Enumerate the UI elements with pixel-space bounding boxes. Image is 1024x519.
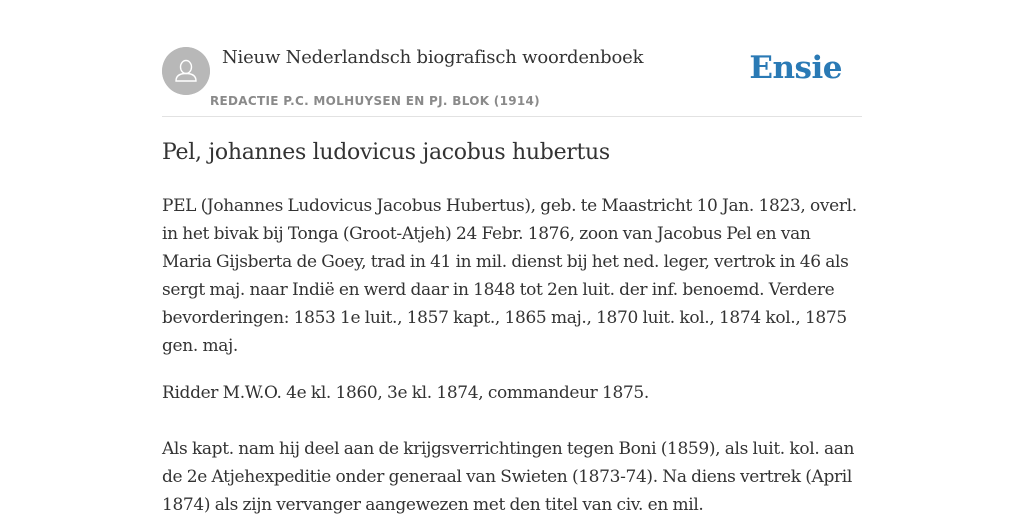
document-card bbox=[162, 40, 862, 515]
entry-paragraph: PEL (Johannes Ludovicus Jacobus Hubertus), geb. te Maastricht 10 Jan. 1823, overl. in het bivak bij Tonga (Groot-Atjeh) 24 Febr. 1876, zoon van Jacobus Pel en van Maria Gijsberta de Goey, trad in 41 in mil. dienst bij het ned. leger, vertrok in 46 als sergt maj. naar Indië en werd daar in 1848 tot 2en luit. der inf. benoemd. Verdere bevorderingen: 1853 1e luit., 1857 kapt., 1865 maj., 1870 luit. kol., 1874 kol., 1875 gen. maj. bbox=[162, 196, 857, 356]
entry-title: Pel, johannes ludovicus jacobus hubertus bbox=[162, 140, 610, 165]
avatar[interactable] bbox=[162, 47, 210, 95]
entry-paragraph: Ridder M.W.O. 4e kl. 1860, 3e kl. 1874, commandeur 1875. bbox=[162, 383, 649, 403]
entry-paragraph: Als kapt. nam hij deel aan de krijgsverrichtingen tegen Boni (1859), als luit. kol. aan de 2e Atjehexpeditie onder generaal van Swieten (1873-74). Na diens vertrek (April 1874) als zijn vervanger aangewezen met den titel van civ. en mil. bbox=[162, 439, 855, 515]
book-title[interactable]: Nieuw Nederlandsch biografisch woordenboek bbox=[222, 47, 644, 68]
ensie-logo[interactable]: Ensie bbox=[749, 50, 842, 86]
user-silhouette-icon bbox=[162, 47, 210, 95]
book-editors: REDACTIE P.C. MOLHUYSEN EN PJ. BLOK (1914) bbox=[210, 94, 540, 108]
source-header bbox=[162, 40, 862, 117]
